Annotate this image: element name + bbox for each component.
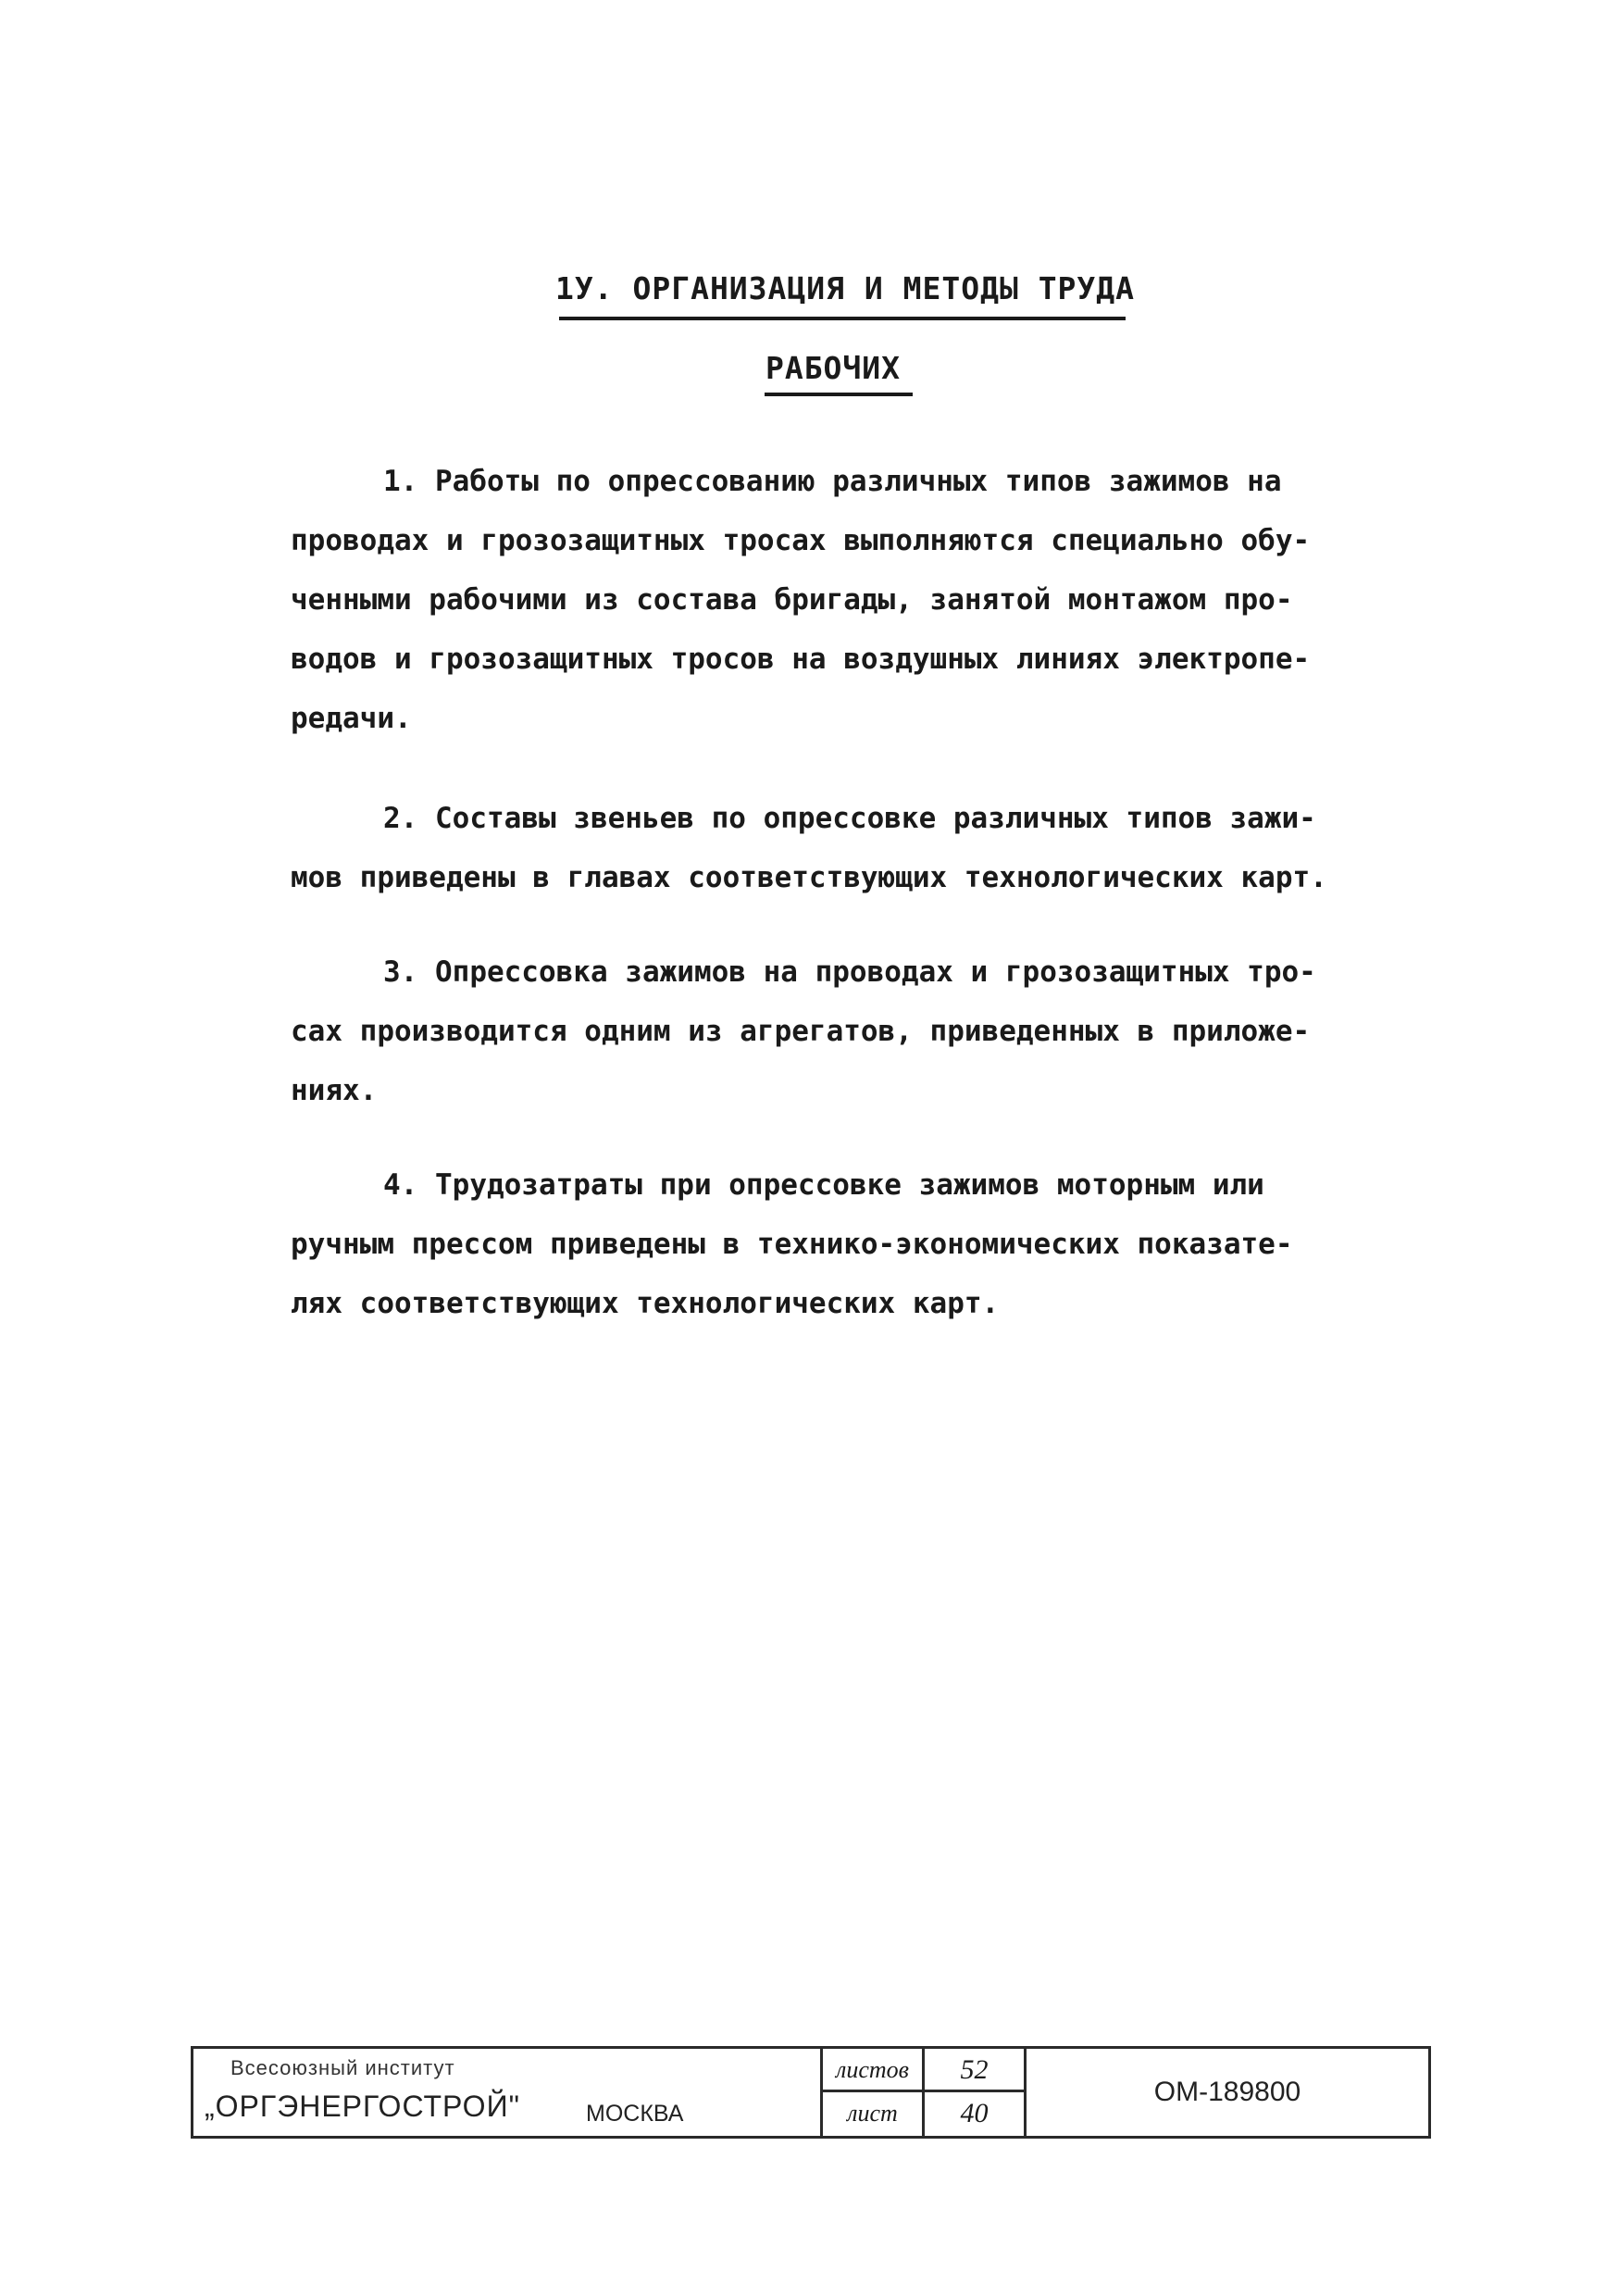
paragraph-line: 1. Работы по опрессованию различных типов зажимов на: [383, 465, 1282, 498]
paragraph-line: ченными рабочими из состава бригады, занятой монтажом про-: [291, 583, 1293, 617]
title-underline: [559, 317, 1126, 320]
organization-cell: [193, 2049, 823, 2136]
label-sheet-number: лист: [847, 2100, 898, 2127]
paragraph-line: 4. Трудозатраты при опрессовке зажимов моторным или: [383, 1168, 1264, 1202]
sheets-total-value: 52: [925, 2049, 1024, 2092]
paragraph-line: 3. Опрессовка зажимов на проводах и грозозащитных тро-: [383, 955, 1316, 989]
paragraph-line: ручным прессом приведены в технико-экономических показате-: [291, 1228, 1293, 1261]
paragraph-line: лях соответствующих технологических карт.: [291, 1287, 1000, 1320]
paragraph-1: [291, 452, 1383, 748]
document-number: ОМ-189800: [1153, 2077, 1301, 2107]
sheet-number-value: 40: [960, 2098, 989, 2128]
organization-line-1: Всесоюзный институт: [230, 2056, 455, 2079]
sheet-labels-column: [823, 2049, 925, 2136]
title-block-stamp: [191, 2046, 1431, 2139]
paragraph-line: проводах и грозозащитных тросах выполняются специально обу-: [291, 524, 1311, 557]
paragraph-line: сах производится одним из агрегатов, приведенных в приложе-: [291, 1015, 1311, 1048]
subtitle-underline: [765, 393, 913, 396]
paragraph-line: 2. Составы звеньев по опрессовке различных типов зажи-: [383, 802, 1316, 835]
paragraph-line: редачи.: [291, 702, 412, 735]
organization-city: МОСКВА: [586, 2101, 684, 2127]
paragraph-line: мов приведены в главах соответствующих технологических карт.: [291, 861, 1327, 894]
paragraph-2: [291, 789, 1383, 907]
paragraph-4: [291, 1155, 1383, 1333]
paragraph-3: [291, 942, 1383, 1120]
organization-name: „ОРГЭНЕРГОСТРОЙ": [205, 2090, 520, 2123]
sheet-values-column: [925, 2049, 1027, 2136]
label-sheets-total: листов: [823, 2049, 922, 2092]
section-subtitle: РАБОЧИХ: [765, 350, 902, 386]
paragraph-line: ниях.: [291, 1074, 378, 1107]
section-title: 1У. ОРГАНИЗАЦИЯ И МЕТОДЫ ТРУДА: [555, 270, 1136, 306]
paragraph-line: водов и грозозащитных тросов на воздушных линиях электропе-: [291, 643, 1311, 676]
